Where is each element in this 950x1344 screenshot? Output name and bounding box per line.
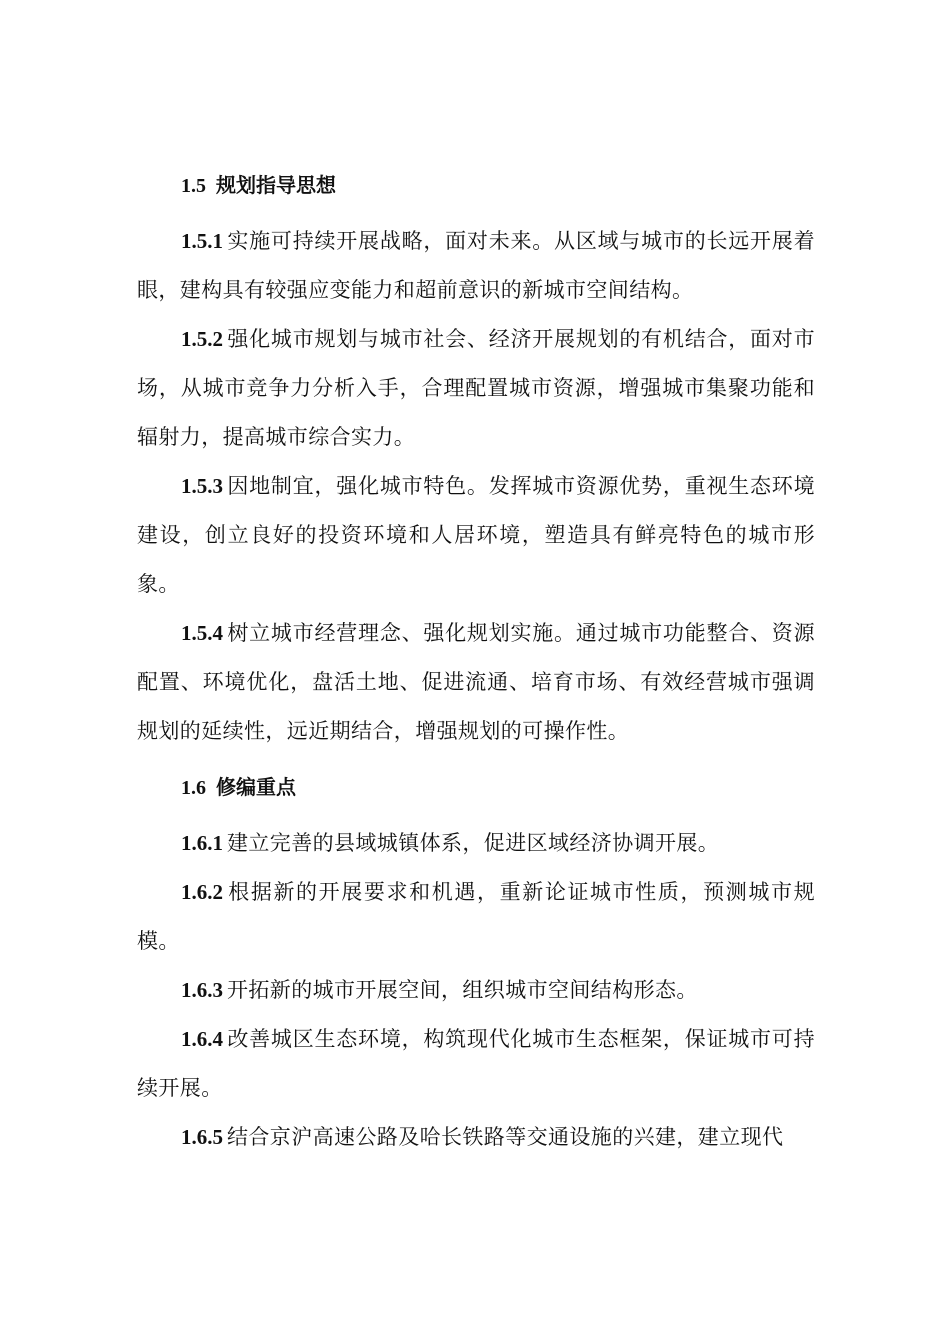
- paragraph-number: 1.6.4: [181, 1027, 223, 1051]
- paragraph-number: 1.5.3: [181, 474, 223, 498]
- paragraph-number: 1.5.1: [181, 229, 223, 253]
- paragraph-number: 1.6.1: [181, 831, 223, 855]
- paragraph-text: 因地制宜，强化城市特色。发挥城市资源优势，重视生态环境建设，创立良好的投资环境和人居环境，塑造具有鲜亮特色的城市形象。: [137, 474, 815, 596]
- paragraph-number: 1.6.2: [181, 880, 223, 904]
- paragraph-1-6-3: [137, 966, 815, 1015]
- paragraph-number: 1.6.5: [181, 1125, 223, 1149]
- section-number: 1.6: [181, 777, 206, 799]
- section-heading-1-5: [137, 166, 815, 205]
- paragraph-1-6-5: [137, 1113, 815, 1162]
- section-title: 修编重点: [216, 775, 296, 799]
- paragraph-text: 强化城市规划与城市社会、经济开展规划的有机结合，面对市场，从城市竞争力分析入手，合理配置城市资源，增强城市集聚功能和辐射力，提高城市综合实力。: [137, 327, 815, 449]
- paragraph-number: 1.5.4: [181, 621, 223, 645]
- paragraph-1-5-1: [137, 217, 815, 315]
- paragraph-number: 1.6.3: [181, 978, 223, 1002]
- section-heading-1-6: [137, 768, 815, 807]
- paragraph-1-6-4: [137, 1015, 815, 1113]
- paragraph-text: 改善城区生态环境，构筑现代化城市生态框架，保证城市可持续开展。: [137, 1027, 815, 1100]
- paragraph-text: 根据新的开展要求和机遇，重新论证城市性质，预测城市规模。: [137, 880, 815, 953]
- section-title: 规划指导思想: [216, 173, 336, 197]
- document-page: [137, 166, 815, 1162]
- paragraph-1-5-3: [137, 462, 815, 609]
- paragraph-text: 树立城市经营理念、强化规划实施。通过城市功能整合、资源配置、环境优化，盘活土地、促进流通、培育市场、有效经营城市强调规划的延续性，远近期结合，增强规划的可操作性。: [137, 621, 815, 743]
- paragraph-text: 开拓新的城市开展空间，组织城市空间结构形态。: [227, 978, 698, 1002]
- paragraph-text: 实施可持续开展战略，面对未来。从区域与城市的长远开展着眼，建构具有较强应变能力和超前意识的新城市空间结构。: [137, 229, 815, 302]
- paragraph-number: 1.5.2: [181, 327, 223, 351]
- paragraph-1-5-4: [137, 609, 815, 756]
- paragraph-text: 建立完善的县域城镇体系，促进区域经济协调开展。: [227, 831, 720, 855]
- paragraph-1-6-2: [137, 868, 815, 966]
- paragraph-1-5-2: [137, 315, 815, 462]
- paragraph-1-6-1: [137, 819, 815, 868]
- section-number: 1.5: [181, 175, 206, 197]
- paragraph-text: 结合京沪高速公路及哈长铁路等交通设施的兴建，建立现代: [227, 1125, 784, 1149]
